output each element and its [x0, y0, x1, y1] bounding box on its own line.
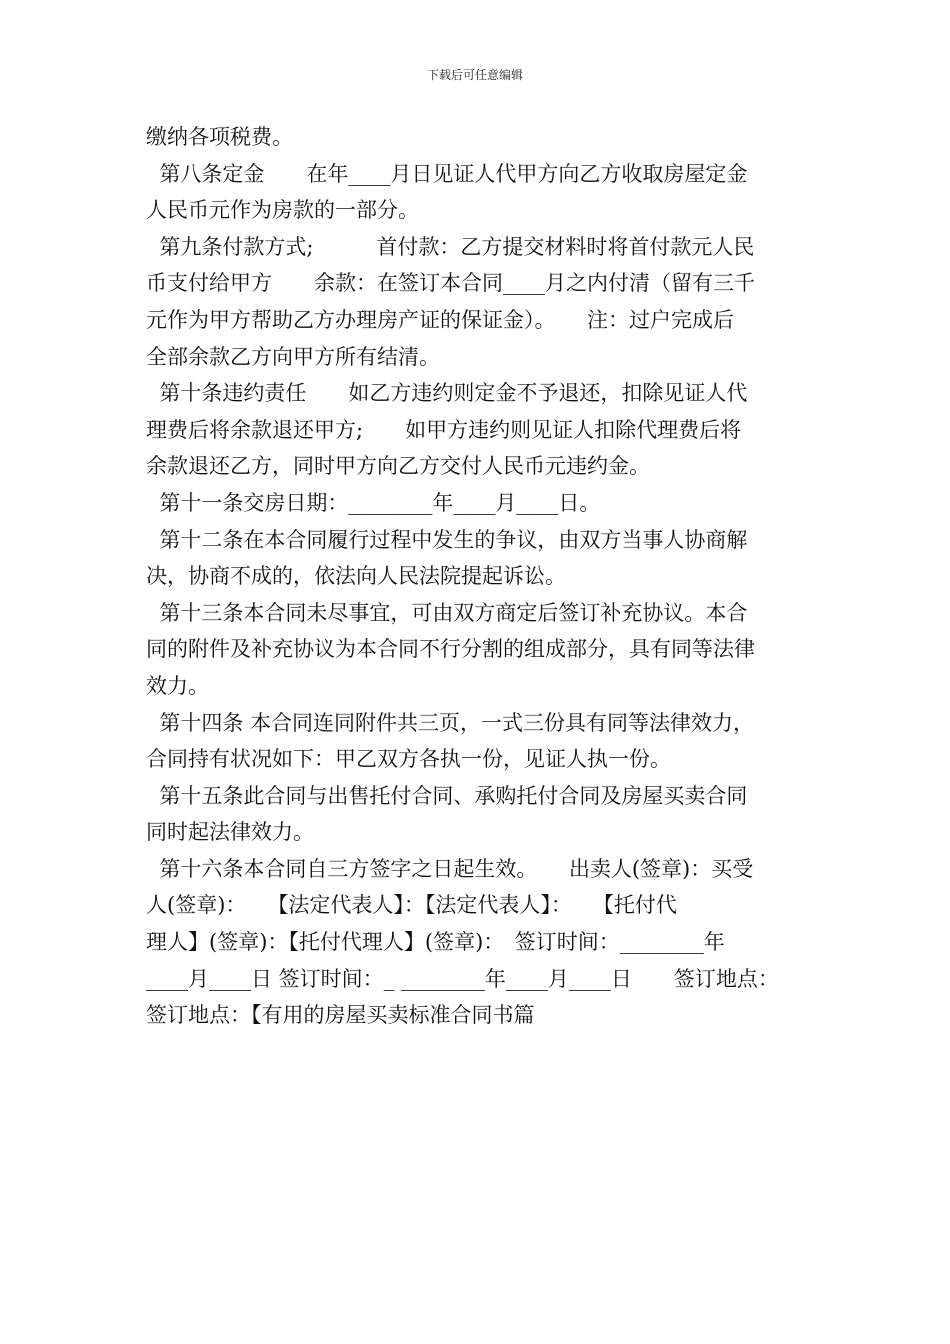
text-line: 第十六条本合同自三方签字之日起生效。 出卖人(签章)：买受 — [146, 856, 754, 881]
text-line: 人(签章)： 【法定代表人】：【法定代表人】： 【托付代 — [146, 893, 677, 918]
text-line: 第十条违约责任 如乙方违约则定金不予退还，扣除见证人代 — [146, 381, 748, 406]
text-line: 币支付给甲方 余款：在签订本合同____月之内付清（留有三千 — [146, 271, 755, 296]
text-line: 第十二条在本合同履行过程中发生的争议，由双方当事人协商解 — [146, 527, 748, 552]
text-line: 第十四条 本合同连同附件共三页，一式三份具有同等法律效力， — [146, 710, 755, 735]
text-line: 同的附件及补充协议为本合同不行分割的组成部分，具有同等法律 — [146, 637, 755, 662]
contract-body — [146, 119, 810, 1034]
text-line: ____月____日 签订时间：_ ________年____月____日 签订地点： — [146, 966, 779, 991]
text-line: 第八条定金 在年____月日见证人代甲方向乙方收取房屋定金 — [146, 161, 748, 186]
text-line: 签订地点：【有用的房屋买卖标准合同书篇 — [146, 1003, 535, 1028]
text-line: 理费后将余款退还甲方; 如甲方违约则见证人扣除代理费后将 — [146, 417, 742, 442]
text-line: 理人】(签章)：【托付代理人】(签章)： 签订时间：________年 — [146, 930, 725, 955]
text-line: 决，协商不成的，依法向人民法院提起诉讼。 — [146, 564, 566, 589]
text-line: 效力。 — [146, 673, 209, 698]
text-line: 第九条付款方式; 首付款：乙方提交材料时将首付款元人民 — [146, 234, 755, 259]
text-line: 人民币元作为房款的一部分。 — [146, 198, 419, 223]
text-line: 第十三条本合同未尽事宜，可由双方商定后签订补充协议。本合 — [146, 600, 748, 625]
text-line: 元作为甲方帮助乙方办理房产证的保证金）。 注：过户完成后 — [146, 307, 734, 332]
text-line: 全部余款乙方向甲方所有结清。 — [146, 344, 440, 369]
text-line: 同时起法律效力。 — [146, 820, 314, 845]
text-line: 缴纳各项税费。 — [146, 125, 293, 149]
text-line: 第十五条此合同与出售托付合同、承购托付合同及房屋买卖合同 — [146, 783, 748, 808]
text-line: 第十一条交房日期：________年____月____日。 — [146, 490, 601, 515]
page-header: 下载后可任意编辑 — [426, 68, 523, 82]
text-line: 合同持有状况如下：甲乙双方各执一份，见证人执一份。 — [146, 747, 671, 772]
text-line: 余款退还乙方，同时甲方向乙方交付人民币元违约金。 — [146, 454, 650, 479]
